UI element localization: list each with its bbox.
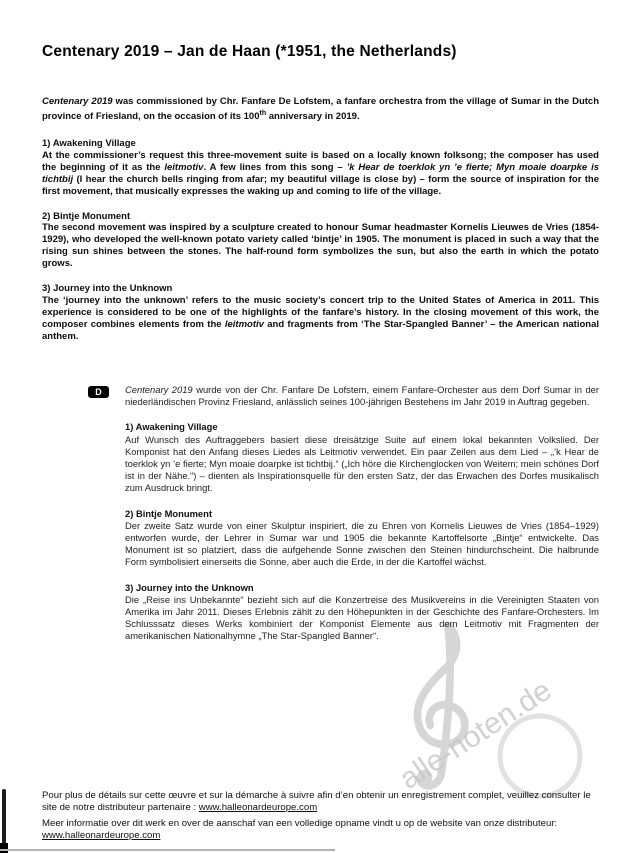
- footer-dutch-text: Meer informatie over dit werk en over de aanschaf van een volledige opname vindt u op de website van onze distributeur:: [42, 817, 558, 829]
- page-title: Centenary 2019 – Jan de Haan (*1951, the Netherlands): [42, 43, 457, 60]
- german-program-notes: [125, 384, 599, 656]
- language-badge-german: D: [88, 386, 109, 398]
- movement-1-heading-de: 1) Awakening Village: [125, 421, 218, 433]
- german-movement-3: [125, 582, 599, 643]
- movement-3-heading-de: 3) Journey into the Unknown: [125, 581, 254, 593]
- distributor-link-french[interactable]: www.halleonardeurope.com: [198, 802, 318, 814]
- english-program-notes: [42, 96, 599, 356]
- english-movement-3: [42, 283, 599, 343]
- scan-artifact-corner: [0, 843, 8, 853]
- movement-1-text-en: At the commissioner’s request this three-movement suite is based on a locally known folksong; the composer has used the beginning of it as the leitmotiv. A few lines from this song – ’k Hear de toerklok yn ’e fierte; Myn moaie doarpke is tichtbij (I hear the church bells ringing from afar; my beautiful village is close by) – form the source of inspiration for the first movement, that musically expresses the waking up and coming to life of the village.: [42, 149, 599, 197]
- movement-3-text-en: The ‘journey into the unknown’ refers to the music society’s concert trip to the United States of America in 2011. This experience is considered to be one of the highlights of the fanfare’s history. In the closing movement of this work, the composer combines elements from the leitmotiv and fragments from ‘The Star-Spangled Banner’ – the American national anthem.: [42, 294, 599, 342]
- distributor-link-dutch[interactable]: www.halleonardeurope.com: [42, 829, 161, 841]
- english-movement-2: [42, 211, 599, 271]
- movement-3-heading-en: 3) Journey into the Unknown: [42, 283, 173, 295]
- movement-2-text-en: The second movement was inspired by a sculpture created to honour Sumar headmaster Kornelis Lieuwes de Vries (1854-1929), who developed the well-known potato variety called ‘bintje’ in 1905. The monument is placed in such a way that the rising sun shines between the stones. The half-round form symbolizes the sun, but also the earth in which the potato grows.: [42, 222, 599, 270]
- german-movement-1: [125, 421, 599, 494]
- distributor-footer: [42, 790, 602, 842]
- german-movement-2: [125, 508, 599, 569]
- movement-1-heading-en: 1) Awakening Village: [42, 137, 136, 149]
- movement-2-text-de: Der zweite Satz wurde von einer Skulptur inspiriert, die zu Ehren von Kornelis Lieuwes de Vries (1854–1929) entworfen wurde, der Lehrer in Sumar war und 1905 die bekannte Kartoffelsorte „Bintje“ entwickelte. Das Monument ist so platziert, dass die aufgehende Sonne zwischen den Steinen hindurchscheint. Die halbrunde Form symbolisiert einerseits die Sonne, aber auch die Erde, in der die Kartoffel wächst.: [125, 519, 599, 568]
- english-movement-1: [42, 138, 599, 198]
- movement-2-heading-de: 2) Bintje Monument: [125, 507, 212, 519]
- footer-french-text: Pour plus de détails sur cette œuvre et sur la démarche à suivre afin d’en obtenir un enregistrement complet, veuillez consulter le site de notre distributeur partenaire :: [42, 790, 591, 814]
- scan-artifact-bottom-edge: [0, 849, 335, 851]
- german-intro: Centenary 2019 wurde von der Chr. Fanfare De Lofstem, einem Fanfare-Orchester aus dem Dorf Sumar in der niederländischen Provinz Friesland, anlässlich seines 100-jährigen Bestehens im Jahr 2019 in Auftrag gegeben.: [125, 384, 599, 408]
- movement-2-heading-en: 2) Bintje Monument: [42, 210, 131, 222]
- movement-3-text-de: Die „Reise ins Unbekannte“ bezieht sich auf die Konzertreise des Musikvereins in die Vereinigten Staaten von Amerika im Jahr 2011. Dieses Erlebnis zählt zu den Höhepunkten in der Geschichte des Fanfare-Orchesters. Im Schlusssatz dieses Werks kombiniert der Komponist Elemente aus dem Leitmotiv mit Fragmenten der amerikanischen Nationalhymne „The Star-Spangled Banner“.: [125, 593, 599, 642]
- movement-1-text-de: Auf Wunsch des Auftraggebers basiert diese dreisätzige Suite auf einem lokal bekannten Volkslied. Der Komponist hat den Anfang dieses Liedes als Leitmotiv verwendet. Ein paar Zeilen aus dem Lied – „’k Hear de toerklok yn ’e fierte; Myn moaie doarpke ist tichtbij.“ („Ich höre die Kirchenglocken von Weitem; mein schönes Dorf ist in der Nähe.“) – dienten als Inspirationsquelle für den ersten Satz, der das Erwachen des Dorfes musikalisch zum Ausdruck bringt.: [125, 433, 599, 494]
- english-intro: Centenary 2019 was commissioned by Chr. Fanfare De Lofstem, a fanfare orchestra from the village of Sumar in the Dutch province of Friesland, on the occasion of its 100th anniversary in 2019.: [42, 96, 599, 123]
- footer-french: [42, 790, 602, 815]
- watermark-text: alle-noten.de: [393, 673, 558, 796]
- footer-dutch: [42, 818, 602, 843]
